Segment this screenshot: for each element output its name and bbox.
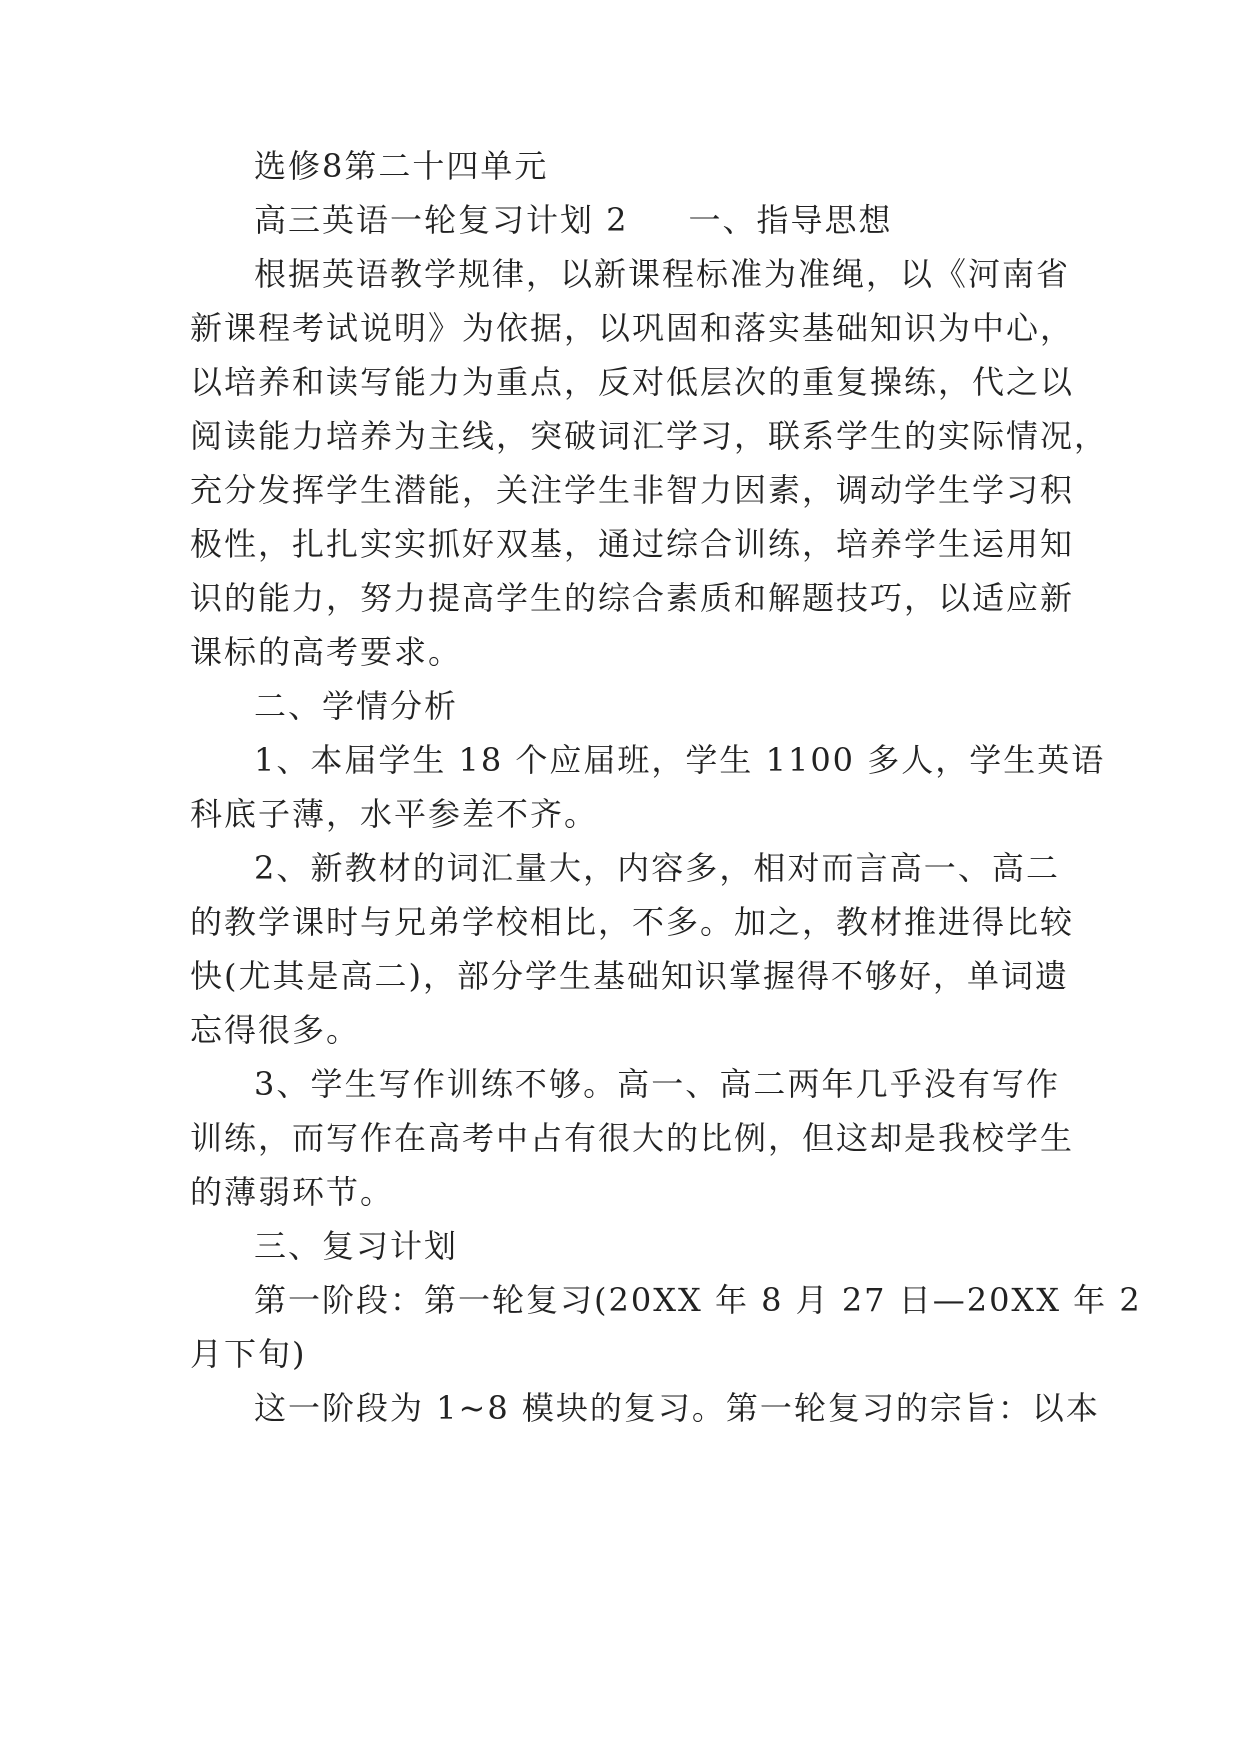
paragraph-line: 月下旬) — [190, 1335, 307, 1373]
paragraph-line: 2、新教材的词汇量大，内容多，相对而言高一、高二 — [254, 849, 1060, 887]
section-heading-guiding-thought: 一、指导思想 — [688, 201, 893, 239]
paragraph-line: 训练，而写作在高考中占有很大的比例，但这却是我校学生 — [190, 1119, 1075, 1157]
paragraph-line: 1、本届学生 18 个应届班，学生 1100 多人，学生英语 — [254, 741, 1106, 779]
paragraph-line: 科底子薄，水平参差不齐。 — [190, 795, 599, 833]
paragraph-line: 充分发挥学生潜能，关注学生非智力因素，调动学生学习积 — [190, 471, 1075, 509]
section-heading-situation: 二、学情分析 — [254, 687, 459, 725]
paragraph-line: 课标的高考要求。 — [190, 633, 463, 671]
paragraph-line: 以培养和读写能力为重点，反对低层次的重复操练，代之以 — [190, 363, 1075, 401]
paragraph-line: 新课程考试说明》为依据，以巩固和落实基础知识为中心， — [190, 309, 1075, 347]
plan-title-line — [254, 200, 1060, 240]
section-heading-review-plan: 三、复习计划 — [254, 1227, 459, 1265]
paragraph-line: 忘得很多。 — [190, 1011, 361, 1049]
paragraph-line: 的教学课时与兄弟学校相比，不多。加之，教材推进得比较 — [190, 903, 1075, 941]
paragraph-line: 第一阶段：第一轮复习(20XX 年 8 月 27 日—20XX 年 2 — [254, 1281, 1142, 1319]
paragraph-line: 识的能力，努力提高学生的综合素质和解题技巧，以适应新 — [190, 579, 1075, 617]
unit-heading: 选修8第二十四单元 — [254, 147, 549, 185]
paragraph-line: 根据英语教学规律，以新课程标准为准绳，以《河南省 — [254, 255, 1071, 293]
paragraph-line: 这一阶段为 1~8 模块的复习。第一轮复习的宗旨：以本 — [254, 1389, 1100, 1427]
paragraph-line: 极性，扎扎实实抓好双基，通过综合训练，培养学生运用知 — [190, 525, 1075, 563]
plan-title: 高三英语一轮复习计划 2 — [254, 201, 629, 239]
paragraph-line: 阅读能力培养为主线，突破词汇学习，联系学生的实际情况， — [190, 417, 1109, 455]
paragraph-line: 快(尤其是高二)，部分学生基础知识掌握得不够好，单词遗 — [190, 957, 1069, 995]
paragraph-line: 的薄弱环节。 — [190, 1173, 395, 1211]
paragraph-line: 3、学生写作训练不够。高一、高二两年几乎没有写作 — [254, 1065, 1060, 1103]
